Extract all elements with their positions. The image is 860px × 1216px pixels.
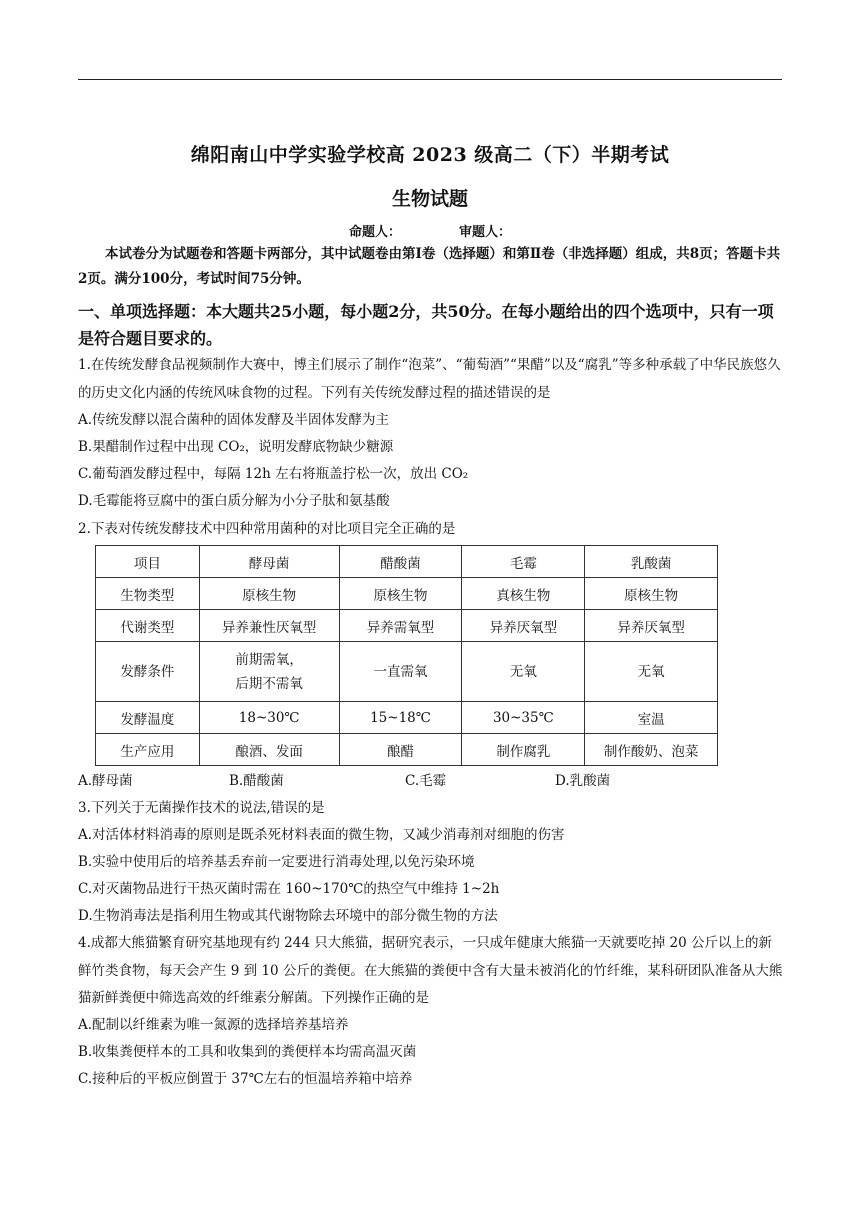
- q2-option-a: A.酵母菌: [78, 773, 133, 789]
- table-row: [96, 734, 718, 766]
- table-cell: 无氧: [462, 642, 585, 702]
- q2-options: [78, 768, 610, 795]
- q2-option-c: C.毛霉: [405, 773, 447, 789]
- table-cell: 酿酒、发面: [199, 734, 339, 766]
- table-cell: 制作酸奶、泡菜: [585, 734, 718, 766]
- q1-option-d: D.毛霉能将豆腐中的蛋白质分解为小分子肽和氨基酸: [78, 493, 390, 509]
- q4-option-a: A.配制以纤维素为唯一氮源的选择培养基培养: [78, 1017, 349, 1033]
- q1-option-b: B.果醋制作过程中出现 CO₂，说明发酵底物缺少糖源: [78, 439, 394, 455]
- exam-subtitle: 生物试题: [391, 188, 468, 210]
- table-header-cell: 醋酸菌: [339, 546, 462, 578]
- q3-option-a: A.对活体材料消毒的原则是既杀死材料表面的微生物，又减少消毒剂对细胞的伤害: [78, 827, 565, 843]
- table-cell: 异养厌氧型: [462, 610, 585, 642]
- table-cell: 生产应用: [96, 734, 200, 766]
- yeast-condition-line1: 前期需氧，: [235, 651, 303, 668]
- table-row: [96, 642, 718, 702]
- q3-option-d: D.生物消毒法是指利用生物或其代谢物除去环境中的部分微生物的方法: [78, 908, 498, 924]
- exam-intro: 本试卷分为试题卷和答题卡两部分，其中试题卷由第Ⅰ卷（选择题）和第Ⅱ卷（非选择题）组成，共8页；答题卡共2页。满分100分，考试时间75分钟。: [78, 246, 781, 287]
- table-cell: 一直需氧: [339, 642, 462, 702]
- table-cell: 酿醋: [339, 734, 462, 766]
- setter-label: 命题人：: [348, 225, 401, 240]
- q2-option-b: B.醋酸菌: [229, 773, 284, 789]
- table-cell: 原核生物: [585, 578, 718, 610]
- table-row: [96, 578, 718, 610]
- table-cell: 发酵温度: [96, 702, 200, 734]
- table-cell: 无氧: [585, 642, 718, 702]
- yeast-condition-line2: 后期不需氧: [235, 675, 303, 692]
- table-cell: 代谢类型: [96, 610, 200, 642]
- header-rule: [78, 79, 782, 80]
- table-cell: 生物类型: [96, 578, 200, 610]
- q4-stem: 4.成都大熊猫繁育研究基地现有约 244 只大熊猫，据研究表示，一只成年健康大熊猫一天就要吃掉 20 公斤以上的新鲜竹类食物，每天会产生 9 到 10 公斤的粪便。在大熊猫的粪便中含有大量未被消化的竹纤维，某科研团队准备从大熊猫新鲜粪便中筛选高效的纤维素分解菌。下列操作正确的是: [78, 935, 783, 1006]
- q1-option-a: A.传统发酵以混合菌种的固体发酵及半固体发酵为主: [78, 412, 390, 428]
- table-cell: 18~30℃: [199, 702, 339, 734]
- table-row: [96, 610, 718, 642]
- table-header-cell: 乳酸菌: [585, 546, 718, 578]
- table-cell: [199, 642, 339, 702]
- q3-option-c: C.对灭菌物品进行干热灭菌时需在 160~170℃的热空气中维持 1~2h: [78, 881, 500, 897]
- table-cell: 异养需氧型: [339, 610, 462, 642]
- table-cell: 真核生物: [462, 578, 585, 610]
- table-cell: 制作腐乳: [462, 734, 585, 766]
- table-cell: 异养兼性厌氧型: [199, 610, 339, 642]
- q3-option-b: B.实验中使用后的培养基丢弃前一定要进行消毒处理,以免污染环境: [78, 854, 475, 870]
- table-cell: 发酵条件: [96, 642, 200, 702]
- table-header-row: [96, 546, 718, 578]
- q1-stem: 1.在传统发酵食品视频制作大赛中，博主们展示了制作“泡菜”、“葡萄酒”“果醋”以及“腐乳”等多种承载了中华民族悠久的历史文化内涵的传统风味食物的过程。下列有关传统发酵过程的描述错误的是: [78, 357, 781, 401]
- table-cell: 原核生物: [199, 578, 339, 610]
- table-cell: 异养厌氧型: [585, 610, 718, 642]
- table-header-cell: 酵母菌: [199, 546, 339, 578]
- table-header-cell: 毛霉: [462, 546, 585, 578]
- table-cell: 原核生物: [339, 578, 462, 610]
- authors-line: [0, 221, 860, 240]
- q3-stem: 3.下列关于无菌操作技术的说法,错误的是: [78, 800, 325, 816]
- q1-option-c: C.葡萄酒发酵过程中，每隔 12h 左右将瓶盖拧松一次，放出 CO₂: [78, 466, 469, 482]
- section-heading: 一、单项选择题：本大题共25小题，每小题2分，共50分。在每小题给出的四个选项中，只有一项是符合题目要求的。: [78, 302, 774, 348]
- q4-option-c: C.接种后的平板应倒置于 37℃左右的恒温培养箱中培养: [78, 1071, 413, 1087]
- table-row: [96, 702, 718, 734]
- table-cell: 30~35℃: [462, 702, 585, 734]
- q2-option-d: D.乳酸菌: [555, 773, 611, 789]
- table-header-cell: 项目: [96, 546, 200, 578]
- table-cell: 15~18℃: [339, 702, 462, 734]
- reviewer-label: 审题人：: [459, 225, 512, 240]
- exam-title: 绵阳南山中学实验学校高 2023 级高二（下）半期考试: [190, 144, 670, 166]
- table-cell: 室温: [585, 702, 718, 734]
- q2-stem: 2.下表对传统发酵技术中四种常用菌种的对比项目完全正确的是: [78, 521, 456, 537]
- comparison-table: [95, 545, 718, 766]
- q4-option-b: B.收集粪便样本的工具和收集到的粪便样本均需高温灭菌: [78, 1044, 417, 1060]
